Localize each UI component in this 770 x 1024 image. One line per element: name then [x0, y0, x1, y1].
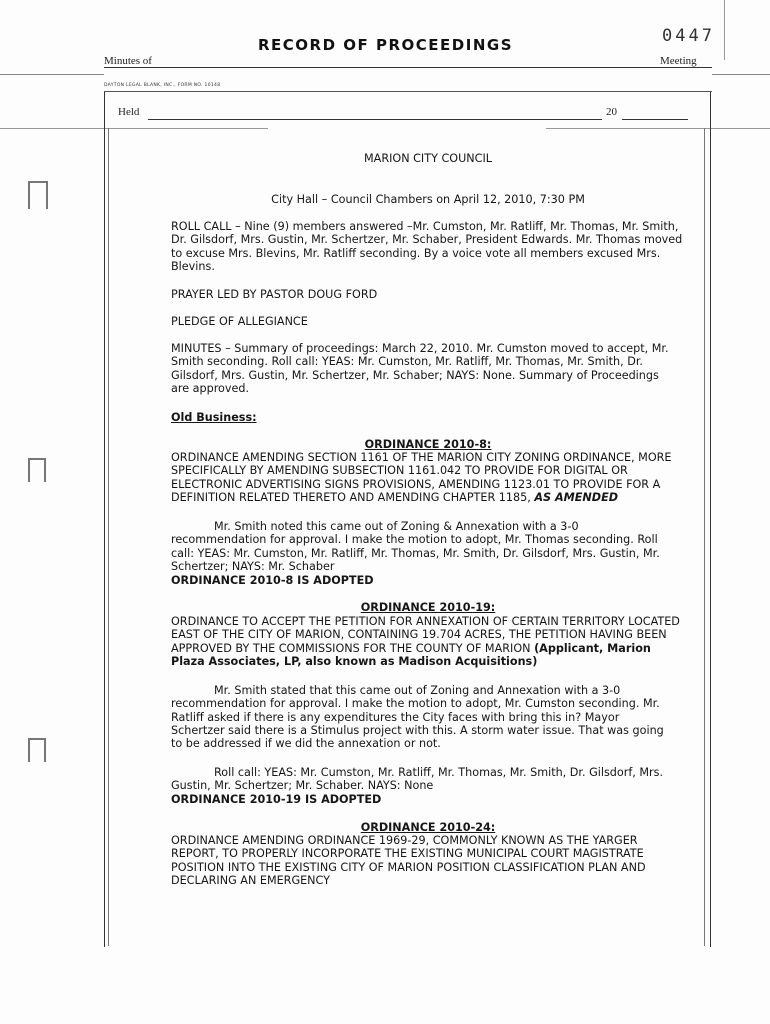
- roll-call: ROLL CALL – Nine (9) members answered –Mr. Cumston, Mr. Ratliff, Mr. Thomas, Mr. Smith, Dr. Gilsdorf, Mrs. Gustin, Mr. Schertzer, Mr. Schaber, President Edwards. Mr. Thomas moved to excuse Mrs. Blevins, Mr. Ratliff seconding. By a voice vote all members excused Mrs. Blevins.: [171, 220, 683, 273]
- as-amended-note: AS AMENDED: [534, 490, 619, 504]
- page-title: RECORD OF PROCEEDINGS: [258, 36, 513, 54]
- meeting-label: Meeting: [660, 55, 697, 67]
- prayer: PRAYER LED BY PASTOR DOUG FORD: [171, 288, 378, 301]
- held-underline: [148, 119, 602, 120]
- ordinance-discussion: Mr. Smith stated that this came out of Zoning and Annexation with a 3-0 recommendation for approval. I make the motion to adopt, Mr. Cumston seconding. Mr. Ratliff asked if there is any expenditures the City faces with bring this in? Mayor Schertzer said there is a Stimulus project with this. A storm water issue. That was going to be addressed if we did the annexation or not.: [171, 684, 664, 751]
- printer-rule: [104, 91, 712, 92]
- ordinance-discussion: Mr. Smith noted this came out of Zoning & Annexation with a 3-0 recommendation for approval. I make the motion to adopt, Mr. Thomas seconding. Roll call: YEAS: Mr. Cumston, Mr. Ratliff, Mr. Thomas, Mr. Smith, Dr. Gilsdorf, Mrs. Gustin, Mr. Schertzer; NAYS: Mr. Schaber: [171, 520, 660, 573]
- ordinance-result: ORDINANCE 2010-19 IS ADOPTED: [171, 793, 382, 806]
- printer-line: DAYTON LEGAL BLANK, INC., FORM NO. 10148: [104, 83, 221, 88]
- year-underline: [622, 119, 688, 120]
- held-label: Held: [118, 106, 140, 118]
- ordinance-title: ORDINANCE TO ACCEPT THE PETITION FOR ANNEXATION OF CERTAIN TERRITORY LOCATED EAST OF THE CITY OF MARION, CONTAINING 19.704 ACRES, THE PETITION HAVING BEEN APPROVED BY THE COMMISSIONS FOR THE COUNTY OF MARION: [171, 615, 680, 655]
- edge-rule-right: [712, 74, 770, 75]
- ordinance-result: ORDINANCE 2010-8 IS ADOPTED: [171, 574, 374, 587]
- ordinance-heading: ORDINANCE 2010-24:: [360, 821, 496, 834]
- corner-tick: [724, 0, 725, 60]
- ordinance-applicant: (Applicant, Marion Plaza Associates, LP, also known as Madison Acquisitions): [171, 641, 651, 668]
- ledger-rule-right: [546, 128, 770, 129]
- minutes-underline: [104, 67, 712, 68]
- page-number: 0447: [662, 26, 715, 46]
- left-margin-line: [104, 92, 105, 947]
- binder-hole-mark: [28, 181, 48, 209]
- ordinance-text: [171, 451, 687, 504]
- left-margin-line-inner: [108, 128, 109, 946]
- ordinance-text: ORDINANCE AMENDING ORDINANCE 1969-29, COMMONLY KNOWN AS THE YARGER REPORT, TO PROPERLY INCORPORATE THE EXISTING MUNICIPAL COURT MAGISTRATE POSITION INTO THE EXISTING CITY OF MARION POSITION CLASSIFICATION PLAN AND DECLARING AN EMERGENCY: [171, 834, 646, 887]
- ordinance-title: ORDINANCE AMENDING SECTION 1161 OF THE MARION CITY ZONING ORDINANCE, MORE SPECIFICALLY BY AMENDING SUBSECTION 1161.042 TO PROVIDE FOR DIGITAL OR ELECTRONIC ADVERTISING SIGNS PROVISIONS, AMENDING 1123.01 TO PROVIDE FOR A DEFINITION RELATED THERETO AND AMENDING CHAPTER 1185,: [171, 451, 672, 504]
- binder-hole-mark: [28, 738, 46, 762]
- right-margin-line: [704, 128, 705, 946]
- ordinance-heading: ORDINANCE 2010-8:: [364, 438, 492, 451]
- meeting-location: City Hall – Council Chambers on April 12, 2010, 7:30 PM: [271, 193, 585, 206]
- council-name: MARION CITY COUNCIL: [364, 152, 492, 165]
- pledge: PLEDGE OF ALLEGIANCE: [171, 315, 308, 328]
- binder-hole-mark: [28, 458, 46, 482]
- ledger-rule-left: [0, 128, 268, 129]
- old-business-heading: Old Business:: [171, 411, 257, 424]
- ordinance-text: [171, 615, 685, 668]
- ordinance-heading: ORDINANCE 2010-19:: [360, 601, 496, 614]
- ordinance-roll-call: Roll call: YEAS: Mr. Cumston, Mr. Ratliff, Mr. Thomas, Mr. Smith, Dr. Gilsdorf, Mrs. Gustin, Mr. Schertzer; Mr. Schaber. NAYS: None: [171, 766, 664, 793]
- minutes-of-label: Minutes of: [104, 55, 152, 67]
- edge-rule-left: [0, 74, 104, 75]
- minutes-approval: MINUTES – Summary of proceedings: March 22, 2010. Mr. Cumston moved to accept, Mr. Smith seconding. Roll call: YEAS: Mr. Cumston, Mr. Ratliff, Mr. Thomas, Mr. Smith, Dr. Gilsdorf, Mrs. Gustin, Mr. Schertzer, Mr. Schaber; NAYS: None. Summary of Proceedings are approved.: [171, 342, 669, 395]
- year-prefix: 20: [606, 106, 617, 118]
- right-margin-line-outer: [710, 92, 711, 947]
